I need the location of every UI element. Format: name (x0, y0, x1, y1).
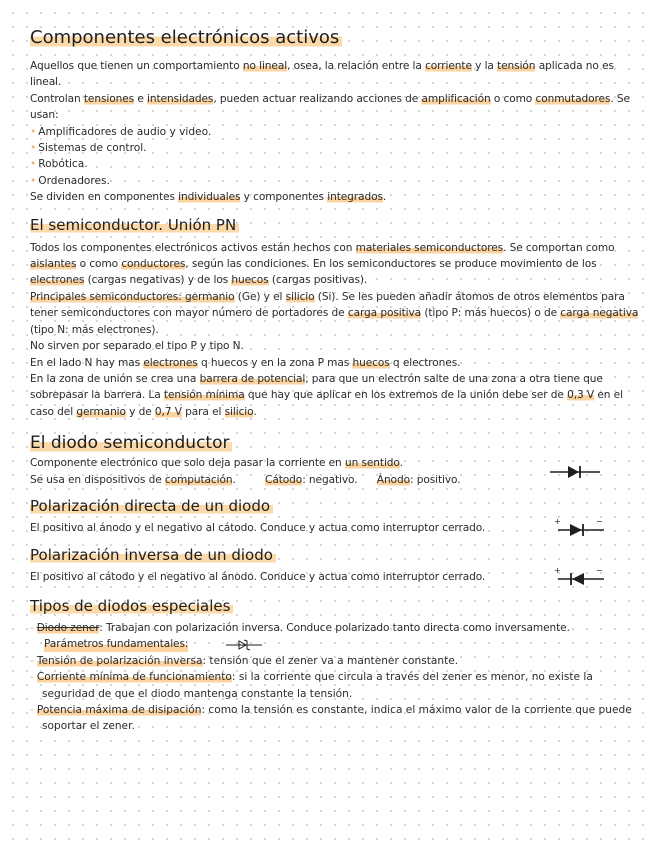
paragraph: Aquellos que tienen un comportamiento no lineal, osea, la relación entre la corriente y la tensión aplicada no es lineal. (30, 60, 614, 89)
paragraph: El positivo al ánodo y el negativo al cátodo. Conduce y actua como interruptor cerrado. (30, 521, 486, 534)
section-title-reverse-bias: Polarización inversa de un diodo (30, 545, 642, 566)
list-item: • Ordenadores. (30, 174, 110, 187)
section-title-diode: El diodo semiconductor (30, 431, 642, 455)
list-item: • Robótica. (30, 158, 88, 171)
zener-paragraph: - Diodo zener: Trabajan con polarización inversa. Conduce polarizado tanto directa como inversamente. (30, 621, 570, 634)
diode-forward-bias-icon (552, 517, 606, 539)
plus-sign: + (554, 516, 561, 526)
paragraph: Principales semiconductores: germanio (Ge) y el silicio (Si). Se les pueden añadir átomos de otros elementos para tener semiconductores con mayor número de portadores de carga positiva (tipo P: más huecos) o de carga negativa (tipo N: más electrones). (30, 290, 639, 336)
zener-parameters-list (30, 653, 642, 735)
diode-icon (548, 462, 602, 482)
zener-diode-icon (224, 638, 264, 652)
list-item: - Potencia máxima de disipación: como la tensión es constante, indica el máximo valor de la corriente que puede soportar el zener. (30, 703, 632, 733)
section-title-special-diodes: Tipos de diodos especiales (30, 596, 642, 617)
section-title-active-components: Componentes electrónicos activos (30, 26, 642, 50)
section-title-semiconductor: El semiconductor. Unión PN (30, 215, 642, 236)
paragraph: Se usa en dispositivos de computación. Cátodo: negativo. Ánodo: positivo. (30, 473, 461, 486)
reverse-bias-row (30, 566, 642, 588)
section-title-forward-bias: Polarización directa de un diodo (30, 496, 642, 517)
params-row (30, 636, 642, 652)
minus-sign: − (596, 516, 603, 526)
paragraph: En el lado N hay mas electrones q huecos y en la zona P mas huecos q electrones. (30, 356, 461, 369)
diode-intro (30, 455, 642, 488)
paragraph: Todos los componentes electrónicos activos están hechos con materiales semiconductores. Se comportan como aislantes o como conductores, según las condiciones. En los semiconductores se produce movimiento de los electrones (cargas negativas) y de los huecos (cargas positivas). (30, 241, 615, 287)
paragraph: Controlan tensiones e intensidades, pueden actuar realizando acciones de amplificación o como conmutadores. Se usan: (30, 92, 630, 122)
list-item: • Amplificadores de audio y video. (30, 125, 212, 138)
paragraph: Se dividen en componentes individuales y componentes integrados. (30, 191, 387, 204)
list-item: - Corriente mínima de funcionamiento: si la corriente que circula a través del zener es menor, no existe la seguridad de que el diodo mantenga constante la tensión. (30, 671, 593, 700)
paragraph: En la zona de unión se crea una barrera de potencial, para que un electrón salte de una zona a otra tiene que sobrepasar la barrera. La tensión mínima que hay que aplicar en los extremos de la unión debe ser de 0,3 V en el caso del germanio y de 0,7 V para el silicio. (30, 372, 623, 418)
paragraph: Componente electrónico que solo deja pasar la corriente en un sentido. (30, 457, 403, 470)
notes-page (30, 26, 642, 735)
diode-reverse-bias-icon (552, 566, 606, 588)
list-item: • Sistemas de control. (30, 142, 147, 155)
params-label: Parámetros fundamentales: (44, 636, 188, 652)
paragraph: El positivo al cátodo y el negativo al ánodo. Conduce y actua como interruptor cerrado. (30, 570, 486, 583)
list-item: - Tensión de polarización inversa: tensión que el zener va a mantener constante. (30, 654, 459, 667)
minus-sign: − (596, 565, 603, 575)
paragraph: No sirven por separado el tipo P y tipo N. (30, 340, 244, 353)
uses-list (30, 124, 642, 190)
forward-bias-row (30, 517, 642, 539)
plus-sign: + (554, 565, 561, 575)
